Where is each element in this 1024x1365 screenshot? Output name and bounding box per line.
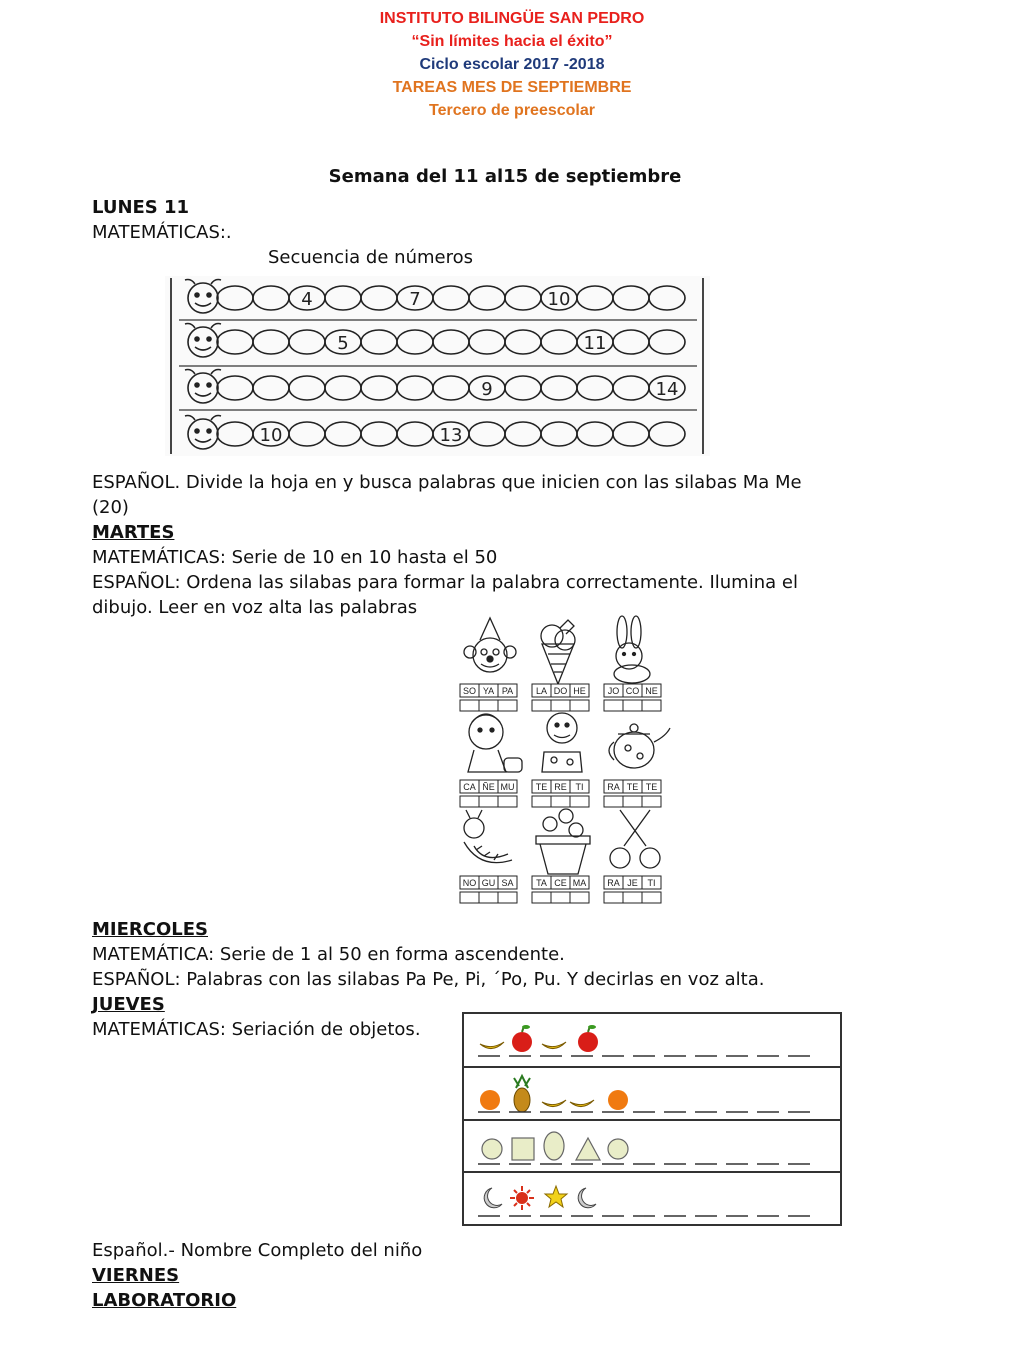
- answer-box: [570, 892, 589, 903]
- sequence-number: 14: [655, 379, 679, 400]
- syllable-text: CA: [463, 782, 476, 792]
- answer-box: [479, 892, 498, 903]
- day-friday: VIERNES: [92, 1265, 180, 1286]
- syllable-text: RE: [554, 782, 567, 792]
- syllable-text: ÑE: [482, 782, 495, 792]
- grade-title: Tercero de preescolar: [428, 102, 595, 119]
- answer-box: [532, 892, 551, 903]
- answer-box: [479, 796, 498, 807]
- monday-spanish-line2: (20): [92, 497, 129, 518]
- tasks-title: TAREAS MES DE SEPTIEMBRE: [392, 79, 632, 96]
- syllable-text: CE: [554, 878, 567, 888]
- syllable-text: CO: [625, 686, 640, 696]
- answer-box: [570, 700, 589, 711]
- day-tuesday: MARTES: [92, 522, 175, 543]
- answer-box: [551, 892, 570, 903]
- answer-box: [498, 700, 517, 711]
- week-title: Semana del 11 al15 de septiembre: [328, 166, 682, 187]
- day-thursday: JUEVES: [92, 994, 165, 1015]
- friday-lab: LABORATORIO: [92, 1290, 237, 1311]
- tuesday-spanish-line1: ESPAÑOL: Ordena las silabas para formar la palabra correctamente. Ilumina el: [92, 572, 798, 593]
- monday-math-subtitle: Secuencia de números: [268, 247, 473, 268]
- scissors-icon: [610, 810, 660, 868]
- answer-box: [460, 700, 479, 711]
- syllable-text: TE: [626, 782, 639, 792]
- syllable-text: TI: [575, 782, 584, 792]
- ice-cream-icon: [541, 620, 575, 684]
- answer-box: [642, 892, 661, 903]
- answer-box: [551, 700, 570, 711]
- syllable-text: NE: [645, 686, 658, 696]
- answer-box: [532, 700, 551, 711]
- answer-box: [623, 700, 642, 711]
- circle-shape-icon: [482, 1139, 502, 1159]
- sequence-number: 7: [409, 289, 421, 310]
- sequence-number: 4: [301, 289, 313, 310]
- answer-box: [623, 892, 642, 903]
- syllable-text: JO: [607, 686, 620, 696]
- syllable-text: MA: [572, 878, 587, 888]
- syllable-text: PA: [501, 686, 514, 696]
- wednesday-spanish: ESPAÑOL: Palabras con las silabas Pa Pe, Pi, ´Po, Pu. Y decirlas en voz alta.: [92, 969, 765, 990]
- syllable-text: TA: [536, 878, 547, 888]
- tuesday-spanish-line2: dibujo. Leer en voz alta las palabras: [92, 597, 418, 618]
- answer-box: [570, 796, 589, 807]
- answer-box: [642, 700, 661, 711]
- syllable-text: LA: [535, 686, 548, 696]
- syllable-text: TI: [647, 878, 656, 888]
- answer-box: [479, 700, 498, 711]
- answer-box: [460, 892, 479, 903]
- school-motto: “Sin límites hacia el éxito”: [411, 33, 613, 50]
- school-cycle: Ciclo escolar 2017 -2018: [419, 56, 605, 73]
- syllable-text: HE: [573, 686, 586, 696]
- syllable-text: TE: [645, 782, 658, 792]
- answer-box: [604, 796, 623, 807]
- syllable-text: RA: [607, 878, 620, 888]
- sequence-number: 11: [583, 333, 607, 354]
- answer-box: [498, 892, 517, 903]
- syllable-text: TE: [535, 782, 548, 792]
- syllable-text: MU: [500, 782, 515, 792]
- doll-icon: [468, 714, 522, 772]
- answer-box: [498, 796, 517, 807]
- sequence-number: 13: [439, 425, 463, 446]
- day-monday: LUNES 11: [92, 197, 190, 218]
- flowerpot-icon: [536, 809, 590, 874]
- syllable-text: SO: [462, 686, 477, 696]
- syllable-text: GU: [481, 878, 496, 888]
- orange-icon: [608, 1090, 628, 1110]
- syllable-text: RA: [607, 782, 620, 792]
- answer-box: [604, 892, 623, 903]
- clown-icon: [464, 618, 516, 672]
- syllable-worksheet: [450, 610, 675, 910]
- square-shape-icon: [512, 1138, 534, 1160]
- answer-box: [551, 796, 570, 807]
- sequence-number: 10: [259, 425, 283, 446]
- circle-shape-icon: [608, 1139, 628, 1159]
- teapot-icon: [609, 724, 670, 768]
- syllable-text: YA: [482, 686, 495, 696]
- day-wednesday: MIERCOLES: [92, 919, 209, 940]
- tuesday-math: MATEMÁTICAS: Serie de 10 en 10 hasta el 50: [92, 547, 498, 568]
- seriation-worksheet: [462, 1012, 842, 1226]
- answer-box: [532, 796, 551, 807]
- wednesday-math: MATEMÁTICA: Serie de 1 al 50 en forma ascendente.: [92, 944, 565, 965]
- number-sequence-worksheet: [165, 276, 710, 456]
- sequence-number: 9: [481, 379, 493, 400]
- answer-box: [642, 796, 661, 807]
- sequence-number: 10: [547, 289, 571, 310]
- oval-shape-icon: [544, 1132, 564, 1160]
- rabbit-icon: [614, 616, 650, 683]
- syllable-boxes: [460, 684, 661, 903]
- monday-math: MATEMÁTICAS:.: [92, 222, 232, 243]
- boy-icon: [542, 713, 582, 772]
- school-name: INSTITUTO BILINGÜE SAN PEDRO: [379, 10, 645, 27]
- sequence-number: 5: [337, 333, 349, 354]
- orange-icon: [480, 1090, 500, 1110]
- syllable-text: JE: [627, 878, 638, 888]
- syllable-text: DO: [553, 686, 568, 696]
- thursday-math: MATEMÁTICAS: Seriación de objetos.: [92, 1019, 421, 1040]
- answer-box: [460, 796, 479, 807]
- thursday-spanish: Español.- Nombre Completo del niño: [92, 1240, 423, 1261]
- monday-spanish-line1: ESPAÑOL. Divide la hoja en y busca palabras que inicien con las silabas Ma Me: [92, 472, 802, 493]
- worm-icon: [464, 810, 512, 863]
- syllable-text: SA: [501, 878, 514, 888]
- answer-box: [604, 700, 623, 711]
- syllable-text: NO: [462, 878, 477, 888]
- answer-box: [623, 796, 642, 807]
